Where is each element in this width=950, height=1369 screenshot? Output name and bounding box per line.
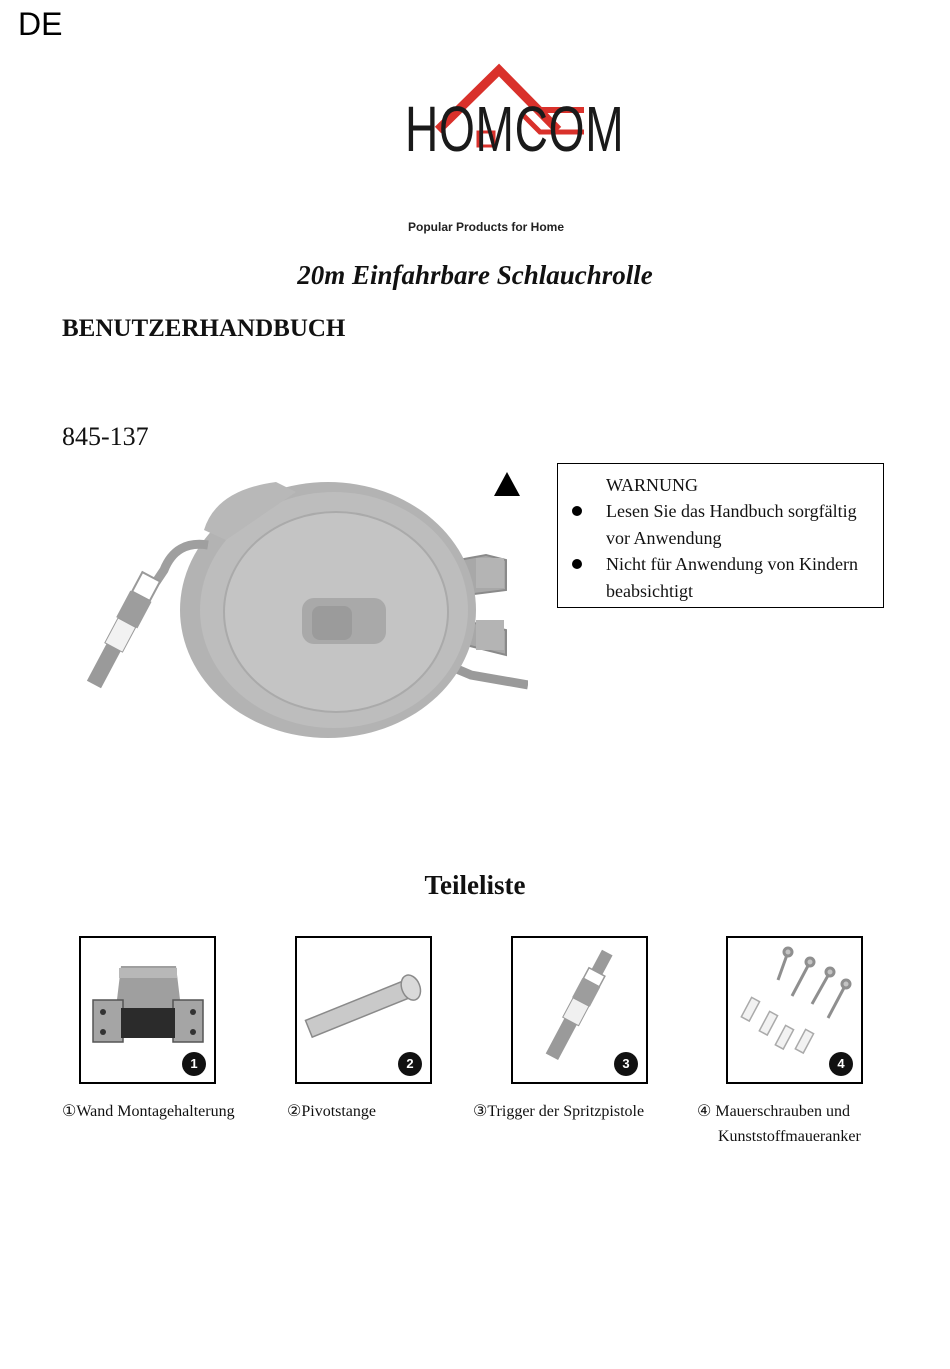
part-marker: ② [287,1103,302,1120]
part-label-spray-nozzle [473,1101,644,1121]
part-label-text: Pivotstange [301,1103,377,1120]
part-image-screws-anchors [726,936,863,1084]
part-marker: ③ [473,1103,488,1120]
warning-item: Lesen Sie das Handbuch sorgfältig vor Anwendung [606,501,857,548]
part-label-text: Trigger der Spritzpistole [487,1103,645,1120]
part-label-text: Mauerschrauben und [715,1103,850,1120]
part-number-badge: 2 [398,1052,422,1076]
part-number-badge: 4 [829,1052,853,1076]
part-label-text: Wand Montagehalterung [76,1103,235,1120]
bullet-icon [572,559,582,569]
brand-name: HOMCOM [405,93,625,165]
manual-title: BENUTZERHANDBUCH [62,315,346,342]
hose-reel-product-image [66,470,528,740]
part-label-pivot-rod [287,1101,376,1121]
brand-tagline: Popular Products for Home [408,220,565,234]
warning-item: Nicht für Anwendung von Kindern beabsichtigt [606,554,858,601]
part-label-screws-anchors [697,1101,850,1121]
part-label-screws-anchors-line2: Kunststoffmaueranker [718,1128,861,1145]
part-image-spray-nozzle [511,936,648,1084]
model-number: 845-137 [62,422,149,451]
warning-title: WARNUNG [606,475,698,495]
warning-box [557,463,884,608]
part-image-wall-bracket [79,936,216,1084]
part-number-badge: 1 [182,1052,206,1076]
part-number-badge: 3 [614,1052,638,1076]
brand-wordmark [405,92,624,166]
part-marker: ① [62,1103,77,1120]
bullet-icon [572,506,582,516]
parts-list-title: Teileliste [424,870,526,900]
part-image-pivot-rod [295,936,432,1084]
part-marker: ④ [697,1103,712,1120]
language-code: DE [18,6,63,42]
product-subtitle: 20m Einfahrbare Schlauchrolle [297,260,653,290]
part-label-wall-bracket [62,1101,235,1121]
